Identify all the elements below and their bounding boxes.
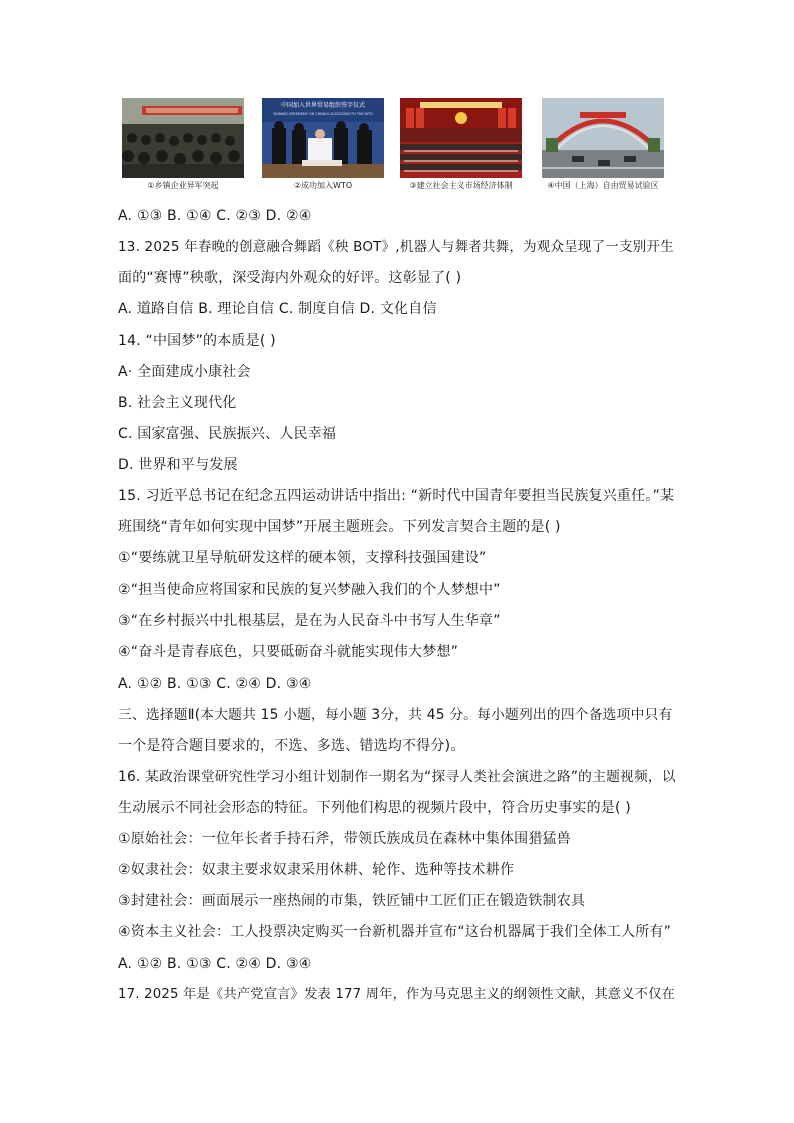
- photo-2: [262, 98, 384, 194]
- q16-stem-line2: 生动展示不同社会形态的特征。下列他们构思的视频片段中，符合历史事实的是( ): [118, 800, 631, 816]
- wto-signing-photo: [262, 98, 384, 178]
- q15-statement-4: ④“奋斗是青春底色，只要砥砺奋斗就能实现伟大梦想”: [118, 644, 459, 660]
- q13-stem-line1: 13. 2025 年春晚的创意融合舞蹈《秧 BOT》,机器人与舞者共舞，为观众呈现了一支别开生: [118, 239, 674, 255]
- q14-option-a: A· 全面建成小康社会: [118, 364, 251, 380]
- q14-stem: 14. “中国梦”的本质是( ): [118, 333, 276, 349]
- photo-3: [400, 98, 522, 194]
- q15-statement-1: ①“要练就卫星导航研发这样的硬本领，支撑科技强国建设”: [118, 550, 487, 566]
- q16-statement-2: ②奴隶社会：奴隶主要求奴隶采用休耕、轮作、选种等技术耕作: [118, 862, 515, 878]
- section-3-heading-line1: 三、选择题Ⅱ(本大题共 15 小题，每小题 3分，共 45 分。每小题列出的四个备选项中只有: [118, 707, 673, 723]
- q16-statement-3: ③封建社会：画面展示一座热闹的市集，铁匠铺中工匠们正在锻造铁制农具: [118, 893, 586, 909]
- q14-option-c: C. 国家富强、民族振兴、人民幸福: [118, 426, 337, 442]
- party-congress-photo: [400, 98, 522, 178]
- township-enterprise-photo: [122, 98, 244, 178]
- q15-stem-line2: 班围绕“青年如何实现中国梦”开展主题班会。下列发言契合主题的是( ): [118, 519, 561, 535]
- q15-options: A. ①② B. ①③ C. ②④ D. ③④: [118, 676, 312, 692]
- q14-option-d: D. 世界和平与发展: [118, 457, 238, 473]
- shanghai-ftz-gate-photo: [542, 98, 664, 178]
- q17-stem-line1: 17. 2025 年是《共产党宣言》发表 177 周年，作为马克思主义的纲领性文献，其意义不仅在: [118, 987, 676, 1002]
- photo-caption: ②成功加入WTO: [293, 181, 353, 190]
- q13-stem-line2: 面的“赛博”秧歌，深受海内外观众的好评。这彰显了( ): [118, 270, 462, 286]
- wto-banner-title: 中国加入世界贸易组织签字仪式: [280, 102, 366, 109]
- photo-4: [542, 98, 664, 194]
- photo-caption: ④中国（上海）自由贸易试验区: [547, 181, 659, 190]
- q13-options: A. 道路自信 B. 理论自信 C. 制度自信 D. 文化自信: [118, 301, 437, 317]
- q15-stem-line1: 15. 习近平总书记在纪念五四运动讲话中指出: “新时代中国青年要担当民族复兴重任。”某: [118, 488, 675, 504]
- q16-stem-line1: 16. 某政治课堂研究性学习小组计划制作一期名为“探寻人类社会演进之路”的主题视频，以: [118, 769, 676, 785]
- wto-banner-subtitle: SIGNING CEREMONY ON CHINA'S ACCESSION TO THE WTO: [273, 112, 373, 116]
- q15-statement-3: ③“在乡村振兴中扎根基层，是在为人民奋斗中书写人生华章”: [118, 613, 501, 629]
- q16-options: A. ①② B. ①③ C. ②④ D. ③④: [118, 956, 312, 972]
- photo-strip: [122, 98, 664, 194]
- q14-option-b: B. 社会主义现代化: [118, 395, 237, 411]
- photo-caption: ③建立社会主义市场经济体制: [409, 181, 513, 190]
- q12-options: A. ①③ B. ①④ C. ②③ D. ②④: [118, 208, 312, 224]
- photo-caption: ①乡镇企业异军突起: [147, 181, 219, 190]
- q16-statement-1: ①原始社会：一位年长者手持石斧，带领氏族成员在森林中集体围猎猛兽: [118, 831, 571, 847]
- q16-statement-4: ④资本主义社会：工人投票决定购买一台新机器并宣布“这台机器属于我们全体工人所有”: [118, 924, 672, 940]
- q15-statement-2: ②“担当使命应将国家和民族的复兴梦融入我们的个人梦想中”: [118, 582, 501, 598]
- section-3-heading-line2: 一个是符合题目要求的，不选、多选、错选均不得分)。: [118, 738, 465, 754]
- photo-1: [122, 98, 244, 194]
